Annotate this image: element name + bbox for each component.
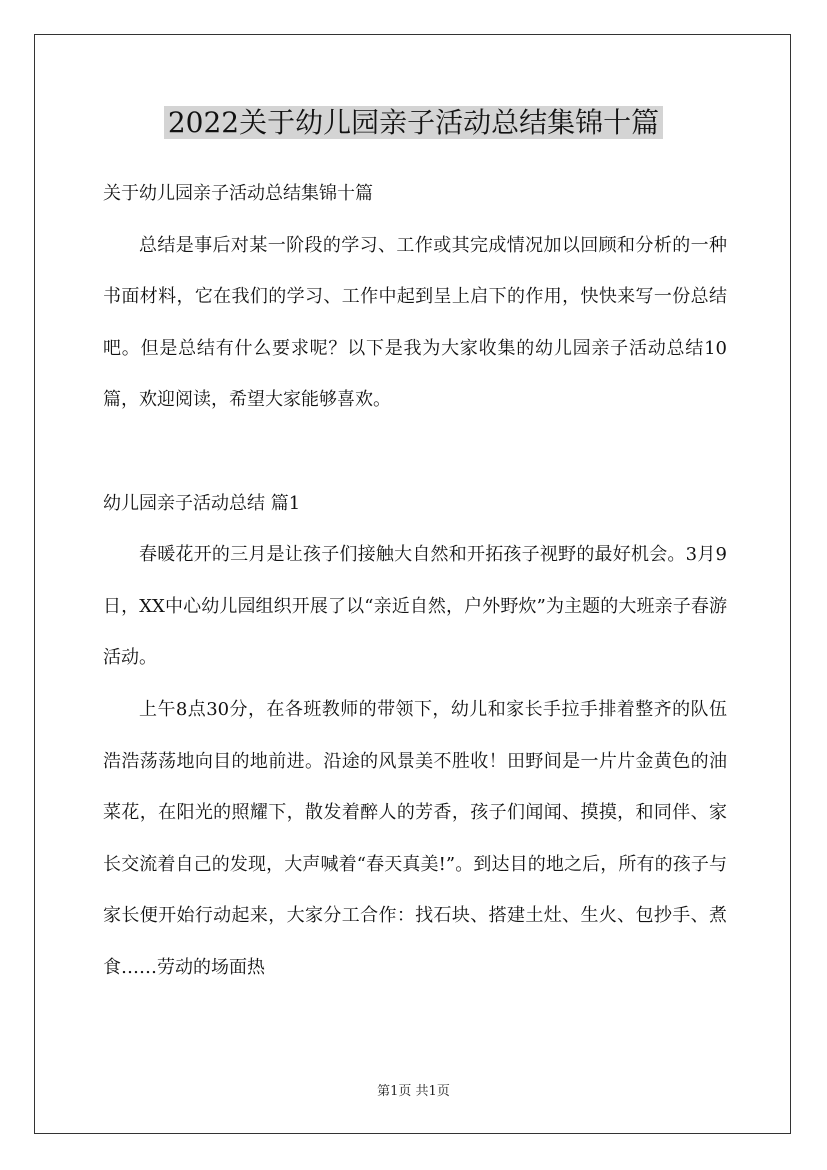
section-heading: 幼儿园亲子活动总结 篇1 xyxy=(103,492,301,514)
document-title: 2022关于幼儿园亲子活动总结集锦十篇 xyxy=(164,106,663,139)
document-subtitle: 关于幼儿园亲子活动总结集锦十篇 xyxy=(103,183,373,204)
document-body xyxy=(103,168,727,994)
body-paragraph-2: 上午8点30分，在各班教师的带领下，幼儿和家长手拉手排着整齐的队伍浩浩荡荡地向目的地前进。沿途的风景美不胜收！田野间是一片片金黄色的油菜花，在阳光的照耀下，散发着醉人的芳香，孩子们闻闻、摸摸，和同伴、家长交流着自己的发现，大声喊着“春天真美!”。到达目的地之后，所有的孩子与家长便开始行动起来，大家分工合作：找石块、搭建土灶、生火、包抄手、煮食……劳动的场面热 xyxy=(103,698,727,978)
intro-paragraph: 总结是事后对某一阶段的学习、工作或其完成情况加以回顾和分析的一种书面材料，它在我们的学习、工作中起到呈上启下的作用，快快来写一份总结吧。但是总结有什么要求呢？以下是我为大家收集的幼儿园亲子活动总结10篇，欢迎阅读，希望大家能够喜欢。 xyxy=(103,234,727,411)
page-footer: 第1页 共1页 xyxy=(377,1084,450,1099)
body-paragraph-1: 春暖花开的三月是让孩子们接触大自然和开拓孩子视野的最好机会。3月9日，XX中心幼儿园组织开展了以“亲近自然，户外野炊”为主题的大班亲子春游活动。 xyxy=(103,544,727,669)
document-title-block xyxy=(0,100,827,146)
